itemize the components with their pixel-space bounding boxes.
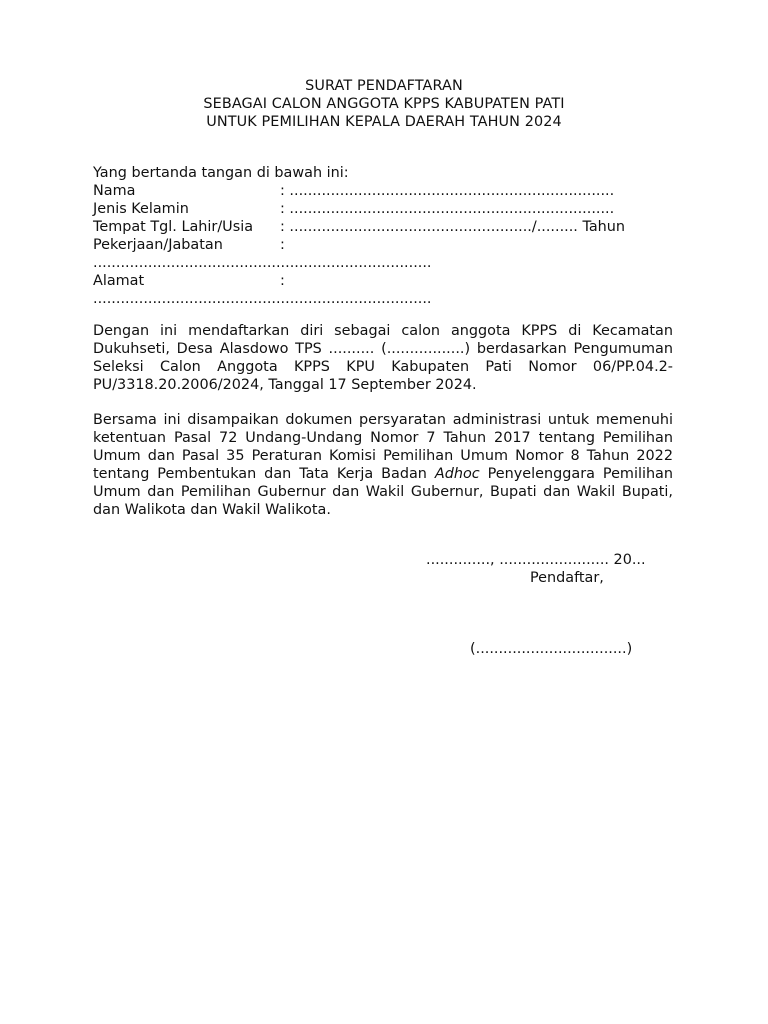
alamat-colon: : <box>280 273 285 289</box>
signature-label: Pendaftar, <box>530 570 604 586</box>
documents-paragraph-text-end: Penyelenggara Pemilihan Umum dan Pemilihan Gubernur dan Wakil Gubernur, Bupati dan Wakil Bupati, dan Walikota dan Wakil Walikota. <box>93 466 674 518</box>
adhoc-italic: Adhoc <box>434 466 480 482</box>
signature-place-date: .............., ........................ 20... <box>426 552 646 568</box>
pekerjaan-colon: : <box>280 237 285 253</box>
form-row-jenis-kelamin <box>93 200 678 218</box>
alamat-field: .......................................................................... <box>93 291 432 307</box>
alamat-label: Alamat <box>93 273 145 289</box>
registration-paragraph: Dengan ini mendaftarkan diri sebagai calon anggota KPPS di Kecamatan Dukuhseti, Desa Alasdowo TPS .......... (.................) berdasarkan Pengumuman Seleksi Calon Anggota KPPS KPU Kabupaten Pati Nomor 06/PP.04.2-PU/3318.20.2006/2024, Tanggal 17 September 2024. <box>93 323 673 393</box>
form-row-pekerjaan <box>93 236 678 254</box>
nama-field: : ....................................................................... <box>280 183 615 199</box>
form-row-pekerjaan-line <box>93 254 678 272</box>
header-subtitle-2: UNTUK PEMILIHAN KEPALA DAERAH TAHUN 2024 <box>206 114 562 130</box>
form-intro-row <box>93 164 678 182</box>
form-row-alamat <box>93 272 678 290</box>
ttl-label: Tempat Tgl. Lahir/Usia <box>93 219 254 235</box>
pekerjaan-field: .......................................................................... <box>93 255 432 271</box>
identity-form <box>93 164 678 308</box>
documents-paragraph-text: Bersama ini disampaikan dokumen persyaratan administrasi untuk memenuhi ketentuan Pasal 72 Undang-Undang Nomor 7 Tahun 2017 tentang Pemilihan Umum dan Pasal 35 Peraturan Komisi Pemilihan Umum Nomor 8 Tahun 2022 tentang Pembentukan dan Tata Kerja Badan <box>93 412 673 482</box>
header-title: SURAT PENDAFTARAN <box>305 78 463 94</box>
jenis-kelamin-field: : ....................................................................... <box>280 201 615 217</box>
form-row-ttl <box>93 218 678 236</box>
header-subtitle: SEBAGAI CALON ANGGOTA KPPS KABUPATEN PATI <box>203 96 565 112</box>
ttl-field: : ...................................................../......... Tahun <box>280 219 626 235</box>
pekerjaan-label: Pekerjaan/Jabatan <box>93 237 223 253</box>
documents-paragraph <box>93 411 673 519</box>
signature-name-placeholder: (.................................) <box>470 641 633 657</box>
jenis-kelamin-label: Jenis Kelamin <box>93 201 189 217</box>
letter-header <box>0 77 768 131</box>
form-intro: Yang bertanda tangan di bawah ini: <box>93 165 349 181</box>
form-row-alamat-line <box>93 290 678 308</box>
nama-label: Nama <box>93 183 136 199</box>
form-row-nama <box>93 182 678 200</box>
